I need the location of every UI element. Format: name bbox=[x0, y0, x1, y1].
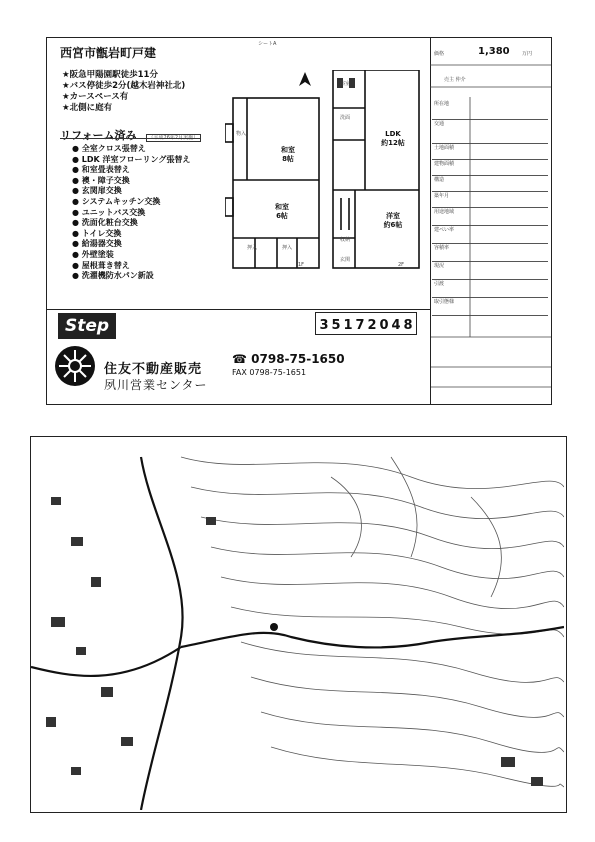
feature-list bbox=[62, 70, 222, 114]
info-row: 用途地域 bbox=[432, 208, 548, 226]
reform-item: ● システムキッチン交換 bbox=[72, 196, 161, 206]
floorplan-label: 収納 bbox=[340, 237, 351, 243]
roads bbox=[31, 457, 564, 810]
price-label: 価格 bbox=[434, 51, 445, 57]
fax-number: 0798-75-1651 bbox=[249, 368, 307, 377]
feature-item: ★北側に庭有 bbox=[62, 103, 113, 113]
reform-underline bbox=[60, 138, 200, 139]
floorplan-1f bbox=[225, 98, 319, 268]
reform-item: ● 給湯器交換 bbox=[72, 239, 122, 249]
step-logo bbox=[58, 313, 116, 339]
reform-item: ● 外壁塗装 bbox=[72, 249, 114, 259]
floorplan-label: 玄関 bbox=[340, 257, 351, 263]
office-name: 夙川営業センター bbox=[104, 378, 208, 392]
floorplan-label: 押入 bbox=[247, 245, 258, 251]
fax-label: FAX bbox=[232, 368, 247, 377]
info-panel-lines bbox=[430, 37, 551, 404]
room-washitsu-8: 和室 8帖 bbox=[281, 146, 295, 163]
property-code bbox=[315, 312, 417, 335]
buildings bbox=[46, 497, 543, 786]
reform-item: ● 襖・障子交換 bbox=[72, 175, 130, 185]
code-digit: 7 bbox=[355, 318, 365, 333]
tel-line bbox=[232, 352, 345, 366]
floorplan-label: 浴室 bbox=[340, 81, 351, 87]
info-row: 容積率 bbox=[432, 244, 548, 262]
feature-item: ★阪急甲陽園駅徒歩11分 bbox=[62, 70, 158, 80]
code-digit: 4 bbox=[391, 318, 401, 333]
reform-item: ● ユニットバス交換 bbox=[72, 207, 146, 217]
tel-number[interactable]: 0798-75-1650 bbox=[251, 352, 345, 366]
reform-note: （平成26年2月実施） bbox=[146, 134, 202, 142]
room-youshitsu: 洋室 約6帖 bbox=[383, 212, 403, 229]
floor-1f-note: 1F bbox=[298, 262, 305, 268]
floorplan-label: 物入 bbox=[236, 131, 247, 137]
company-emblem-icon bbox=[53, 344, 97, 388]
price-value: 1,380 bbox=[478, 46, 510, 57]
info-row: 建ぺい率 bbox=[432, 226, 548, 244]
info-row: 現況 bbox=[432, 262, 548, 280]
reform-title: リフォーム済み bbox=[60, 129, 137, 142]
reform-item: ● 屋根葺き替え bbox=[72, 260, 130, 270]
reform-item: ● 洗濯機防水パン新設 bbox=[72, 271, 154, 281]
reform-item: ● 和室畳表替え bbox=[72, 165, 130, 175]
info-row: 交通 bbox=[432, 120, 548, 144]
company-name: 住友不動産販売 bbox=[104, 362, 203, 377]
code-digit: 0 bbox=[379, 318, 389, 333]
info-row: 建物面積 bbox=[432, 160, 548, 176]
reform-item: ● 全室クロス張替え bbox=[72, 144, 146, 153]
info-row: 土地面積 bbox=[432, 144, 548, 160]
feature-item: ★バス停徒歩2分(越木岩神社北) bbox=[62, 81, 186, 91]
reform-item: ● LDK 洋室フローリング張替え bbox=[72, 154, 191, 164]
info-row: 取引態様 bbox=[432, 298, 548, 316]
feature-item: ★カースペース有 bbox=[62, 92, 129, 102]
floorplan-label: 洗面 bbox=[340, 115, 351, 121]
step-logo-text: Step bbox=[64, 316, 110, 336]
info-row: 引渡 bbox=[432, 280, 548, 298]
info-row: 構造 bbox=[432, 176, 548, 192]
top-center-note: シートA bbox=[258, 41, 277, 47]
price-unit: 万円 bbox=[522, 51, 533, 57]
reform-item: ● トイレ交換 bbox=[72, 228, 122, 238]
floor-2f-note: 2F bbox=[398, 262, 405, 268]
code-digit: 8 bbox=[403, 318, 413, 333]
location-map bbox=[31, 437, 564, 810]
reform-list bbox=[72, 144, 232, 282]
code-digit: 5 bbox=[331, 318, 341, 333]
reform-item: ● 洗面化粧台交換 bbox=[72, 218, 138, 228]
info-row: 築年月 bbox=[432, 192, 548, 208]
info-row: 所在地 bbox=[432, 100, 548, 120]
code-digit: 2 bbox=[367, 318, 377, 333]
type-label: 売主 仲介 bbox=[444, 77, 466, 83]
floorplan-label: 押入 bbox=[282, 245, 293, 251]
map-pin-icon bbox=[270, 623, 278, 631]
reform-item: ● 玄関扉交換 bbox=[72, 186, 122, 196]
north-arrow-icon bbox=[299, 72, 311, 86]
phone-icon: ☎ bbox=[232, 352, 247, 366]
reform-title-row bbox=[60, 124, 201, 143]
code-digit: 3 bbox=[319, 318, 329, 333]
location-title: 西宮市甑岩町戸建 bbox=[60, 46, 157, 60]
fax-line bbox=[232, 368, 306, 377]
code-digit: 1 bbox=[343, 318, 353, 333]
contour-lines bbox=[181, 457, 564, 787]
room-ldk: LDK 約12帖 bbox=[381, 130, 405, 147]
room-washitsu-6: 和室 6帖 bbox=[275, 203, 289, 220]
